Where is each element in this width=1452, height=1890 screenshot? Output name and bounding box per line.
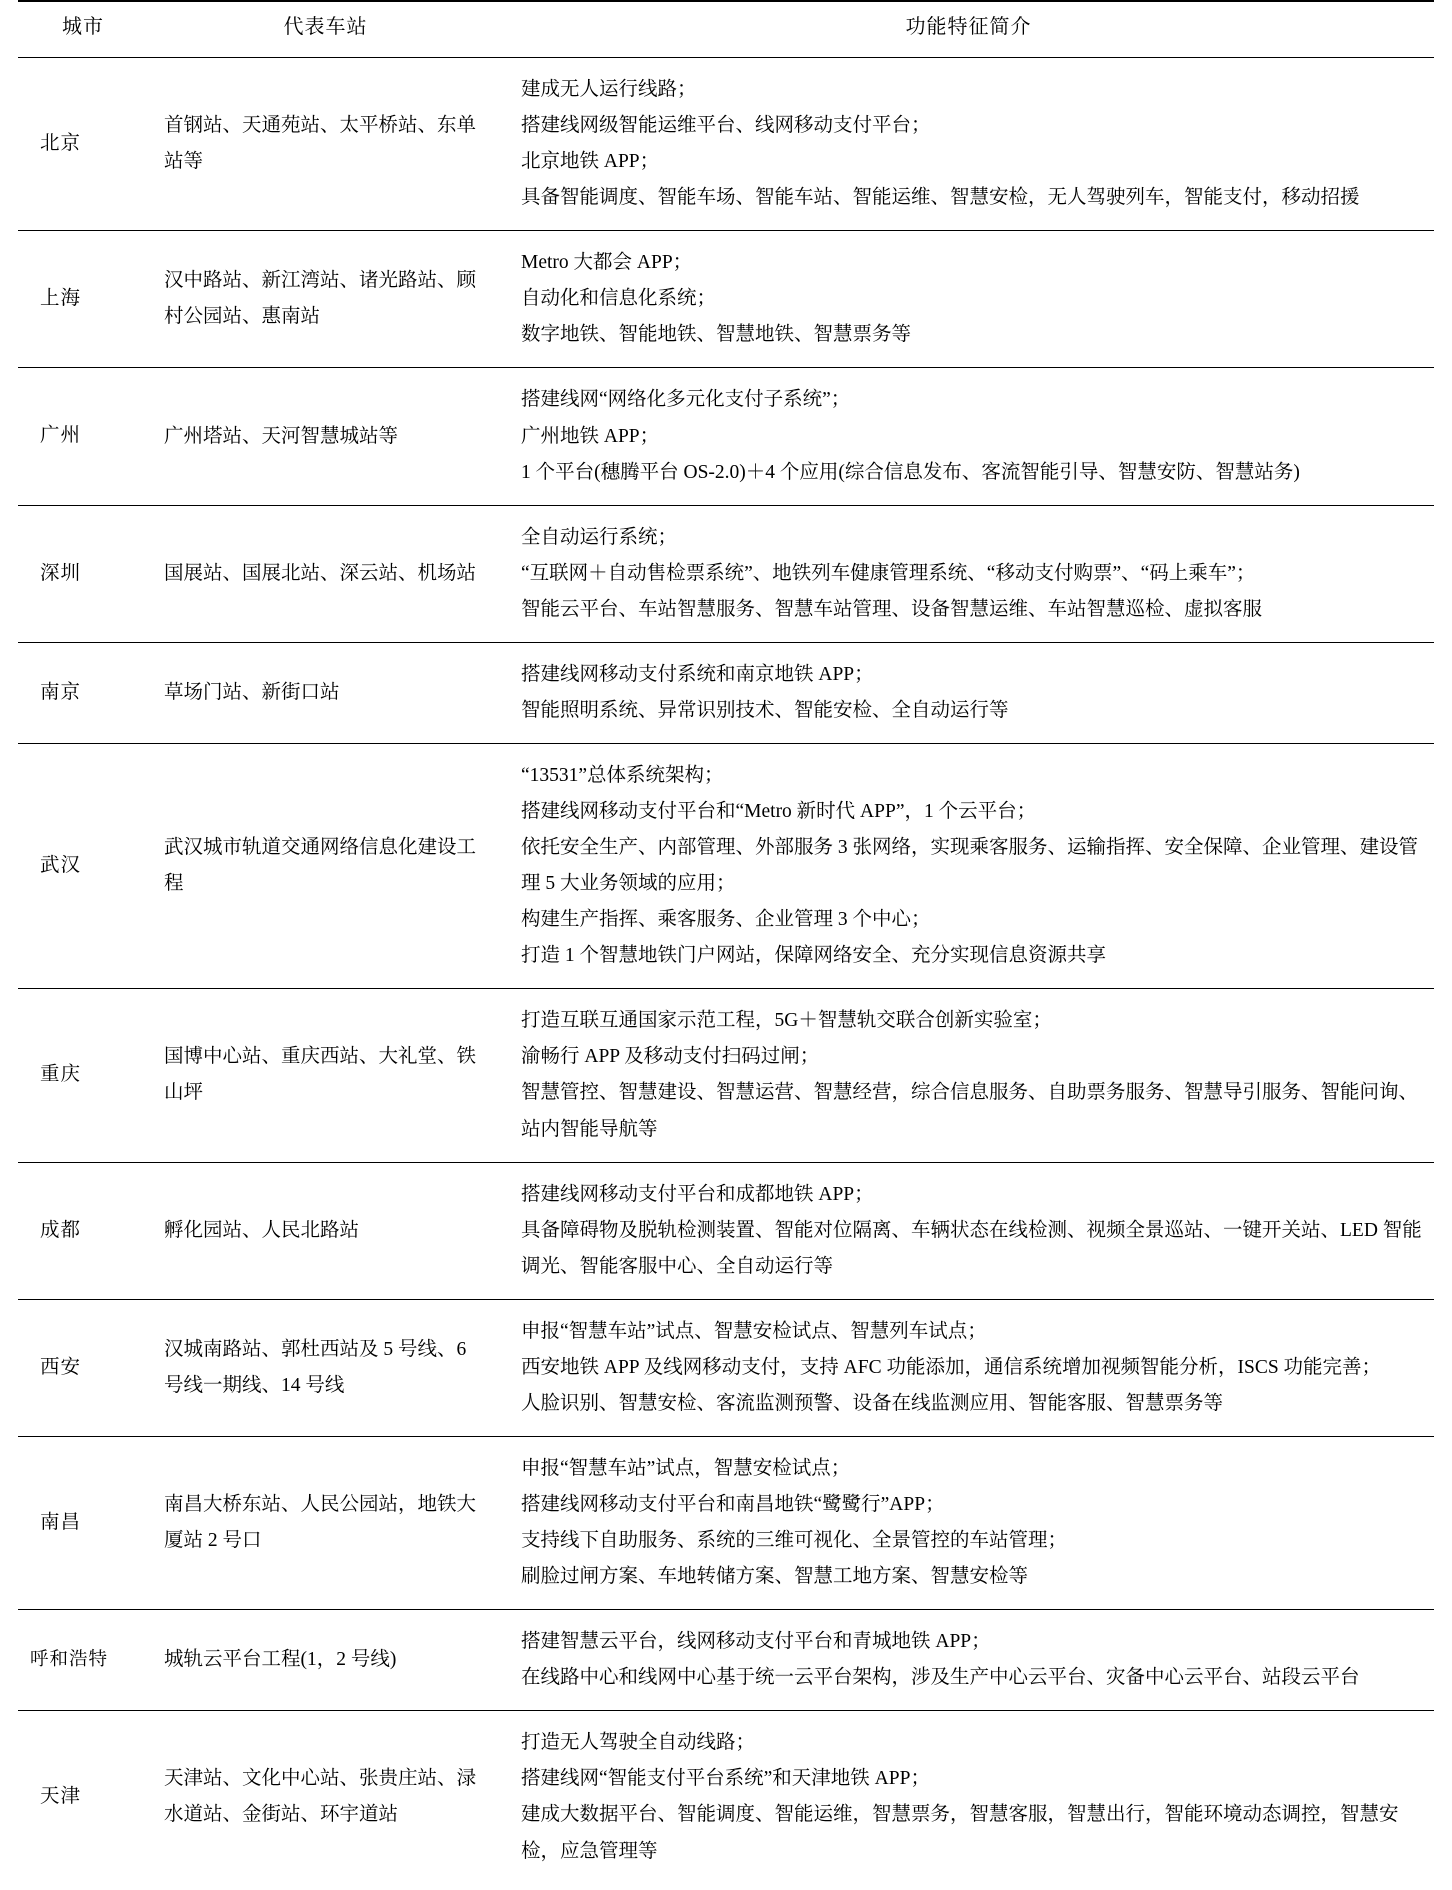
cell-description (503, 989, 1434, 1162)
cell-city: 南昌 (40, 1512, 82, 1533)
table-row (18, 1299, 1434, 1436)
description-line: 打造互联互通国家示范工程，5G＋智慧轨交联合创新实验室； (521, 1010, 1052, 1032)
description-line: 建成大数据平台、智能调度、智能运维，智慧票务，智慧客服，智慧出行，智能环境动态调控，智慧安检，应急管理等 (521, 1804, 1399, 1862)
description-line: 搭建线网移动支付平台和“Metro 新时代 APP”，1 个云平台； (521, 801, 1037, 822)
description-line: 1 个平台(穗腾平台 OS-2.0)＋4 个应用(综合信息发布、客流智能引导、智慧安防、智慧站务) (521, 461, 1300, 483)
table-row (18, 743, 1434, 988)
smart-metro-city-table (18, 0, 1434, 1884)
cell-city: 深圳 (40, 562, 82, 584)
column-header-description: 功能特征简介 (905, 16, 1032, 38)
description-line: 刷脸过闸方案、车地转储方案、智慧工地方案、智慧安检等 (521, 1566, 1029, 1588)
cell-city: 天津 (40, 1786, 82, 1808)
description-line: 构建生产指挥、乘客服务、企业管理 3 个中心； (521, 909, 931, 931)
description-line: “13531”总体系统架构； (521, 764, 724, 786)
cell-city: 广州 (40, 425, 82, 447)
description-line: 搭建线网移动支付平台和成都地铁 APP； (521, 1183, 874, 1205)
cell-description (503, 1436, 1434, 1609)
cell-station: 武汉城市轨道交通网络信息化建设工程 (164, 837, 477, 895)
description-line: 西安地铁 APP 及线网移动支付，支持 AFC 功能添加，通信系统增加视频智能分析，ISCS 功能完善； (521, 1356, 1382, 1378)
cell-station: 国展站、国展北站、深云站、机场站 (164, 562, 477, 584)
table-row (18, 1711, 1434, 1884)
description-line: 全自动运行系统； (521, 526, 678, 548)
description-line: 具备智能调度、智能车场、智能车站、智能运维、智慧安检，无人驾驶列车，智能支付，移动招援 (521, 187, 1360, 209)
table-row (18, 1610, 1434, 1711)
description-line: 广州地铁 APP； (521, 425, 660, 447)
description-line: 搭建线网移动支付平台和南昌地铁“鹭鹭行”APP； (521, 1494, 945, 1515)
cell-station: 孵化园站、人民北路站 (164, 1219, 360, 1241)
cell-station: 城轨云平台工程(1，2 号线) (164, 1649, 397, 1671)
cell-city: 南京 (40, 681, 82, 703)
description-line: 申报“智慧车站”试点，智慧安检试点； (521, 1457, 851, 1479)
cell-description (503, 505, 1434, 642)
table-row (18, 505, 1434, 642)
cell-city: 西安 (40, 1356, 82, 1378)
cell-station: 首钢站、天通苑站、太平桥站、东单站等 (164, 115, 477, 173)
cell-description (503, 1162, 1434, 1299)
table-row (18, 642, 1434, 743)
table-row (18, 1436, 1434, 1609)
cell-description (503, 231, 1434, 368)
cell-description (503, 368, 1434, 505)
description-line: 人脸识别、智慧安检、客流监测预警、设备在线监测应用、智能客服、智慧票务等 (521, 1392, 1224, 1414)
description-line: 渝畅行 APP 及移动支付扫码过闸； (521, 1046, 820, 1068)
column-header-station: 代表车站 (283, 16, 368, 38)
cell-station: 草场门站、新街口站 (164, 681, 340, 703)
table-row (18, 1162, 1434, 1299)
table-row (18, 58, 1434, 231)
cell-city: 武汉 (40, 855, 82, 877)
cell-description (503, 743, 1434, 988)
description-line: 智慧管控、智慧建设、智慧运营、智慧经营，综合信息服务、自助票务服务、智慧导引服务、智能问询、站内智能导航等 (521, 1082, 1419, 1140)
cell-description (503, 1610, 1434, 1711)
description-line: 北京地铁 APP； (521, 151, 660, 173)
table-row (18, 368, 1434, 505)
description-line: 建成无人运行线路； (521, 79, 697, 100)
table-body (18, 58, 1434, 1884)
description-line: 打造 1 个智慧地铁门户网站，保障网络安全、充分实现信息资源共享 (521, 945, 1107, 967)
cell-city: 重庆 (40, 1064, 82, 1086)
cell-description (503, 1711, 1434, 1884)
description-line: 搭建线网级智能运维平台、线网移动支付平台； (521, 115, 931, 137)
description-line: 搭建线网“网络化多元化支付子系统”； (521, 389, 851, 411)
cell-description (503, 642, 1434, 743)
description-line: 智能云平台、车站智慧服务、智慧车站管理、设备智慧运维、车站智慧巡检、虚拟客服 (521, 598, 1263, 620)
description-line: 搭建线网“智能支付平台系统”和天津地铁 APP； (521, 1768, 930, 1790)
description-line: 申报“智慧车站”试点、智慧安检试点、智慧列车试点； (521, 1320, 987, 1342)
cell-station: 汉城南路站、郭杜西站及 5 号线、6 号线一期线、14 号线 (164, 1338, 467, 1396)
description-line: 数字地铁、智能地铁、智慧地铁、智慧票务等 (521, 324, 912, 346)
column-header-city: 城市 (62, 16, 104, 38)
description-line: 支持线下自助服务、系统的三维可视化、全景管控的车站管理； (521, 1530, 1068, 1552)
cell-city: 呼和浩特 (30, 1650, 109, 1671)
cell-station: 南昌大桥东站、人民公园站，地铁大厦站 2 号口 (164, 1494, 477, 1552)
table-header (18, 1, 1434, 58)
description-line: 打造无人驾驶全自动线路； (521, 1732, 756, 1754)
description-line: 具备障碍物及脱轨检测装置、智能对位隔离、车辆状态在线检测、视频全景巡站、一键开关站、LED 智能调光、智能客服中心、全自动运行等 (521, 1219, 1422, 1277)
table-row (18, 989, 1434, 1162)
description-line: 在线路中心和线网中心基于统一云平台架构，涉及生产中心云平台、灾备中心云平台、站段云平台 (521, 1667, 1360, 1689)
cell-city: 上海 (40, 288, 82, 310)
table-row (18, 231, 1434, 368)
cell-station: 国博中心站、重庆西站、大礼堂、铁山坪 (164, 1046, 477, 1104)
description-line: 依托安全生产、内部管理、外部服务 3 张网络，实现乘客服务、运输指挥、安全保障、企业管理、建设管理 5 大业务领域的应用； (521, 837, 1419, 895)
cell-description (503, 1299, 1434, 1436)
description-line: 搭建线网移动支付系统和南京地铁 APP； (521, 663, 874, 685)
description-line: 智能照明系统、异常识别技术、智能安检、全自动运行等 (521, 699, 1009, 721)
cell-station: 广州塔站、天河智慧城站等 (164, 425, 399, 447)
description-line: “互联网＋自动售检票系统”、地铁列车健康管理系统、“移动支付购票”、“码上乘车”； (521, 562, 1256, 584)
cell-station: 汉中路站、新江湾站、诸光路站、顾村公园站、惠南站 (164, 270, 477, 328)
cell-city: 北京 (40, 133, 82, 155)
description-line: Metro 大都会 APP； (521, 252, 693, 274)
description-line: 搭建智慧云平台，线网移动支付平台和青城地铁 APP； (521, 1631, 991, 1653)
cell-station: 天津站、文化中心站、张贵庄站、渌水道站、金街站、环宇道站 (164, 1768, 477, 1826)
cell-description (503, 58, 1434, 231)
description-line: 自动化和信息化系统； (521, 288, 717, 310)
cell-city: 成都 (40, 1219, 82, 1241)
